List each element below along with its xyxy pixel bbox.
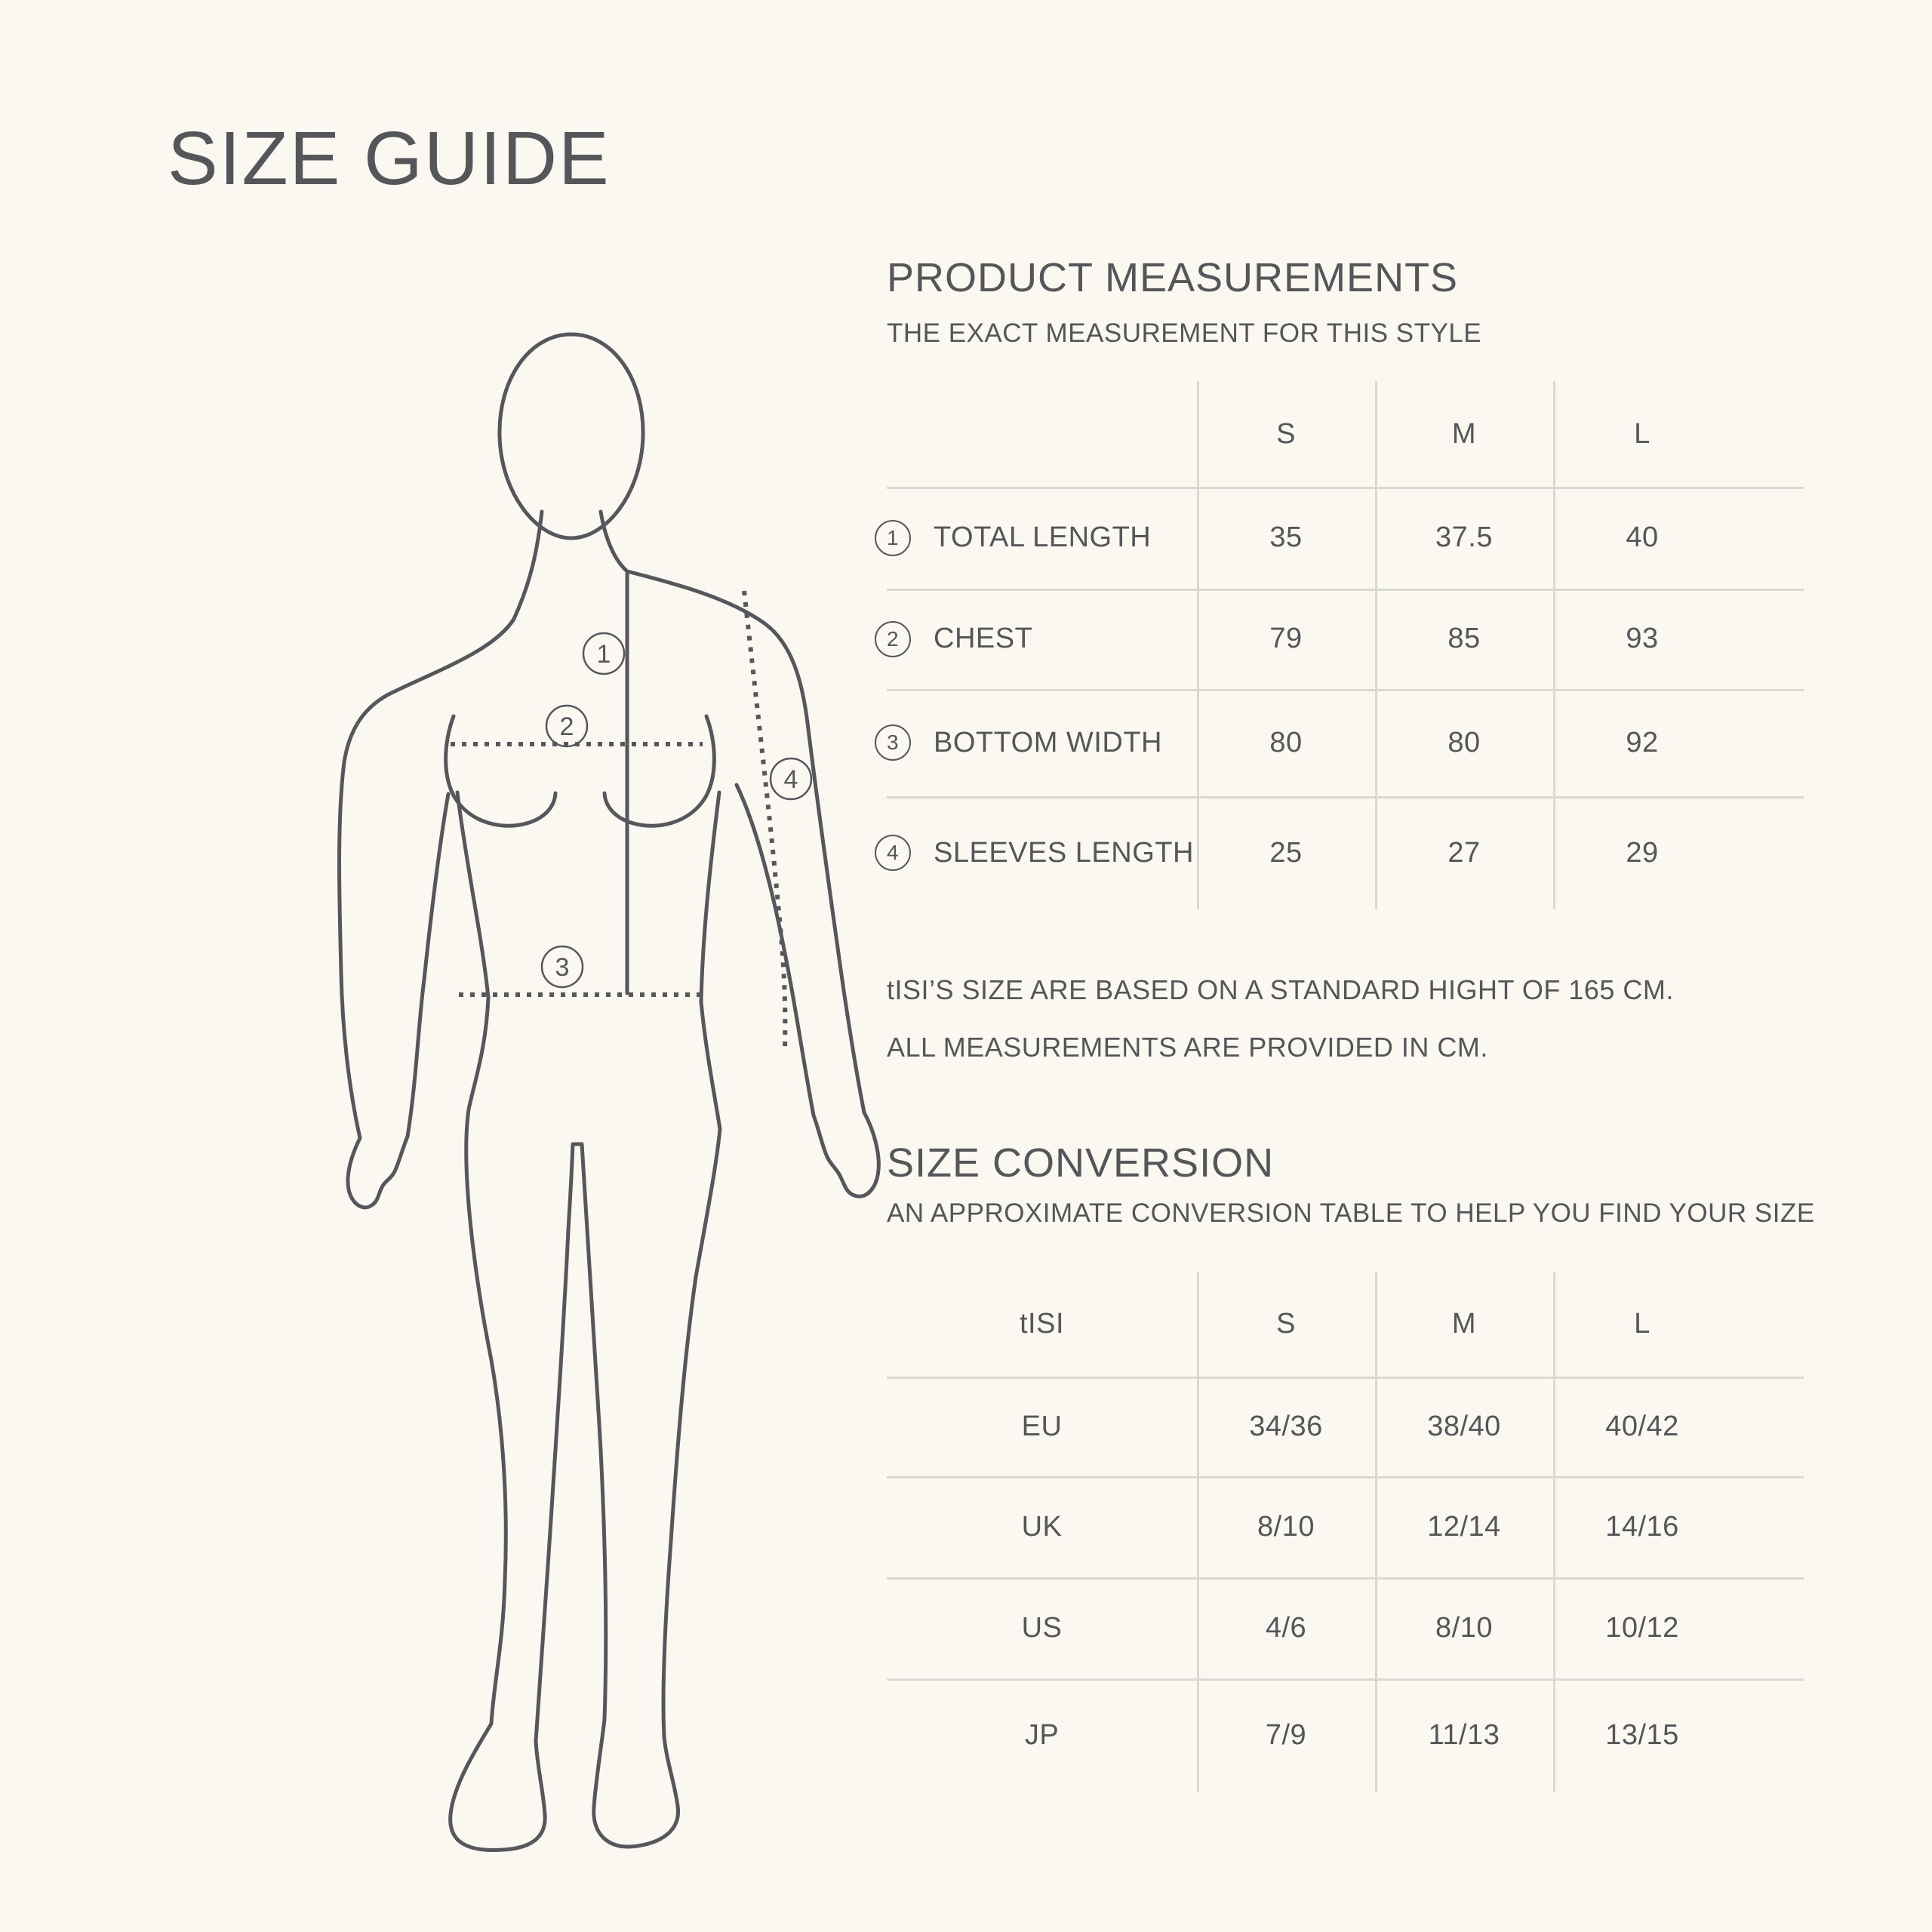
table-divider [1375, 1272, 1377, 1792]
table-divider [887, 1476, 1804, 1478]
cell-value: 35 [1269, 521, 1303, 553]
note-measurements-cm: ALL MEASUREMENTS ARE PROVIDED IN CM. [887, 1032, 1488, 1063]
cell-value: 8/10 [1435, 1611, 1493, 1644]
cell-value: 12/14 [1427, 1510, 1501, 1543]
table-divider [887, 1577, 1804, 1580]
product-measurements-subheading: THE EXACT MEASUREMENT FOR THIS STYLE [887, 318, 1482, 348]
cell-value: 10/12 [1605, 1611, 1679, 1644]
table-divider [1553, 1272, 1555, 1792]
figure-left-breast [446, 716, 555, 826]
cell-value: 4/6 [1265, 1611, 1307, 1644]
table-divider [1197, 1272, 1199, 1792]
cell-value: 11/13 [1428, 1719, 1500, 1751]
marker-number-badge: 4 [875, 835, 911, 871]
marker-3-bottom-width [542, 946, 583, 987]
cell-value: 13/15 [1605, 1719, 1679, 1751]
row-label-sleeves-length: 4 SLEEVES LENGTH [887, 796, 1197, 909]
cell-value: 40 [1626, 521, 1659, 553]
marker-number-badge: 1 [875, 520, 911, 556]
row-label-bottom-width: 3 BOTTOM WIDTH [887, 689, 1197, 796]
cell-value: 40/42 [1605, 1410, 1679, 1442]
row-label-uk: UK [1021, 1510, 1063, 1543]
marker-2-chest [546, 706, 587, 746]
column-header-s: S [1276, 417, 1296, 450]
row-label-chest: 2 CHEST [887, 589, 1197, 689]
table-divider [887, 1678, 1804, 1681]
svg-text:2: 2 [559, 712, 574, 741]
svg-text:1: 1 [596, 640, 611, 669]
marker-number-badge: 2 [875, 621, 911, 657]
cell-value: 80 [1269, 726, 1303, 758]
cell-value: 85 [1447, 623, 1481, 654]
size-conversion-subheading: AN APPROXIMATE CONVERSION TABLE TO HELP YOU FIND YOUR SIZE [887, 1198, 1815, 1228]
conversion-header-m: M [1451, 1308, 1477, 1340]
page-title: SIZE GUIDE [168, 116, 611, 201]
corner-cell [887, 381, 1197, 487]
product-measurements-heading: PRODUCT MEASUREMENTS [887, 255, 1459, 300]
size-conversion-heading: SIZE CONVERSION [887, 1140, 1275, 1186]
figure-right-breast [605, 716, 714, 826]
cell-value: 29 [1626, 836, 1659, 869]
cell-value: 38/40 [1427, 1410, 1501, 1442]
table-divider [887, 589, 1804, 591]
conversion-header-s: S [1276, 1308, 1296, 1340]
cell-value: 25 [1269, 836, 1303, 869]
table-divider [887, 1377, 1804, 1379]
cell-value: 92 [1626, 726, 1659, 758]
svg-text:4: 4 [783, 765, 798, 794]
table-divider [1197, 381, 1199, 909]
cell-value: 14/16 [1605, 1510, 1679, 1543]
cell-value: 27 [1447, 836, 1481, 869]
figure-torso-legs [451, 792, 720, 1850]
cell-value: 80 [1447, 726, 1481, 758]
conversion-header-l: L [1634, 1308, 1651, 1340]
table-divider [887, 796, 1804, 798]
cell-value: 37.5 [1435, 521, 1493, 553]
cell-value: 34/36 [1249, 1410, 1323, 1442]
svg-text:3: 3 [555, 953, 570, 982]
marker-1-total-length [583, 633, 624, 674]
note-standard-height: tISI’S SIZE ARE BASED ON A STANDARD HIGHT OF 165 CM. [887, 974, 1674, 1005]
cell-value: 79 [1269, 623, 1303, 654]
column-header-m: M [1451, 417, 1477, 450]
body-measurement-diagram [302, 317, 936, 1879]
row-label-us: US [1021, 1611, 1063, 1644]
row-label-total-length: 1 TOTAL LENGTH [887, 487, 1197, 589]
product-measurements-table [887, 381, 1804, 909]
cell-value: 7/9 [1265, 1719, 1307, 1751]
conversion-header-brand: tISI [1019, 1308, 1065, 1340]
marker-number-badge: 3 [875, 724, 911, 761]
table-divider [1553, 381, 1555, 909]
table-divider [887, 689, 1804, 691]
figure-left-arm [340, 512, 543, 1208]
table-divider [887, 487, 1804, 489]
figure-right-arm [601, 512, 878, 1196]
row-label-eu: EU [1021, 1410, 1063, 1442]
marker-4-sleeves-length [771, 758, 811, 799]
cell-value: 8/10 [1257, 1510, 1315, 1543]
column-header-l: L [1634, 417, 1651, 450]
figure-head [500, 334, 643, 538]
size-conversion-table [887, 1272, 1804, 1792]
table-divider [1375, 381, 1377, 909]
cell-value: 93 [1626, 623, 1659, 654]
row-label-jp: JP [1024, 1719, 1060, 1751]
